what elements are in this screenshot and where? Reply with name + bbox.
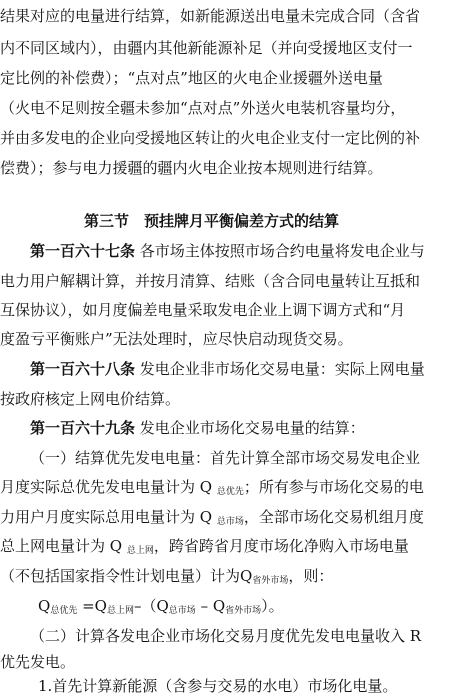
article-text: 发电企业非市场化交易电量：实际上网电量 [135,360,425,378]
body-text-line [0,477,475,502]
article-168-line [30,359,475,379]
formula-line [38,596,475,621]
text-run: 总上网电量计为 Q [0,537,127,555]
body-text-line: （火电不足则按全疆未参加“点对点”外送火电装机容量均分， [0,99,406,117]
body-text-line: 内不同区域内），由疆内其他新能源补足（并向受援地区支付一 [0,39,413,57]
subscript: 省外市场 [252,576,289,586]
body-text-line: （一）结算优先发电电量：首先计算全部市场交易发电企业 [30,449,421,467]
formula-symbol: ）。 [261,597,284,615]
body-text-line: 电力用户解耦计算，并按月清算、结账（含合同电量转让互抵和 [0,272,421,290]
text-run: 力用户月度实际总用电量计为 Q [0,508,217,526]
formula-symbol: – Q [195,597,226,615]
formula-symbol: Q [38,597,51,615]
subscript: 总上网 [126,546,154,556]
article-167-line [30,241,475,261]
text-run: 月度实际总优先发电电量计为 Q [0,478,217,496]
article-text: 发电企业市场化交易电量的结算： [135,419,365,437]
text-run: ；所有参与市场化交易的电 [243,478,424,496]
body-text-line [0,536,475,561]
text-run: （不包括国家指令性计划电量）计为Q [0,567,253,585]
text-run: ，全部市场化交易机组月度 [243,508,424,526]
body-text-line: 结果对应的电量进行结算，如新能源送出电量未完成合同（含省 [0,7,421,25]
article-169-line [30,418,475,438]
body-text-line: 度盈亏平衡账户”无法处理时，应尽快启动现货交易。 [0,330,353,348]
article-label: 第一百六十七条 [30,242,136,260]
body-text-line: 优先发电。 [0,653,76,671]
body-text-line: 1.首先计算新能源（含参与交易的水电）市场化电量。 [38,677,398,695]
article-text: 各市场主体按照市场合约电量将发电企业与 [135,242,425,260]
body-text-line [0,566,475,591]
body-text-line: （二）计算各发电企业市场化交易月度优先发电电量收入 R [30,627,422,645]
text-run: ，则： [288,567,334,585]
formula-symbol: –（Q [133,597,169,615]
body-text-line: 并由多发电的企业向受援地区转让的火电企业支付一定比例的补 [0,129,421,147]
subscript: 总市场 [168,606,196,616]
article-label: 第一百六十八条 [30,360,136,378]
section-heading: 第三节 预挂牌月平衡偏差方式的结算 [84,212,340,230]
text-run: ，跨省跨省月度市场化净购入市场电量 [153,537,409,555]
body-text-line: 偿费）；参与电力援疆的疆内火电企业按本规则进行结算。 [0,159,383,177]
subscript: 省外市场 [225,606,262,616]
body-text-line: 定比例的补偿费）；“点对点”地区的火电企业援疆外送电量 [0,69,383,87]
subscript: 总市场 [216,517,244,527]
subscript: 总优先 [216,487,244,497]
subscript: 总上网 [106,606,134,616]
body-text-line [0,507,475,532]
article-label: 第一百六十九条 [30,419,136,437]
formula-symbol: =Q [77,597,107,615]
subscript: 总优先 [50,606,78,616]
body-text-line: 按政府核定上网电价结算。 [0,390,181,408]
body-text-line: 互保协议），如月度偏差电量采取发电企业上调下调方式和“月 [0,301,406,319]
